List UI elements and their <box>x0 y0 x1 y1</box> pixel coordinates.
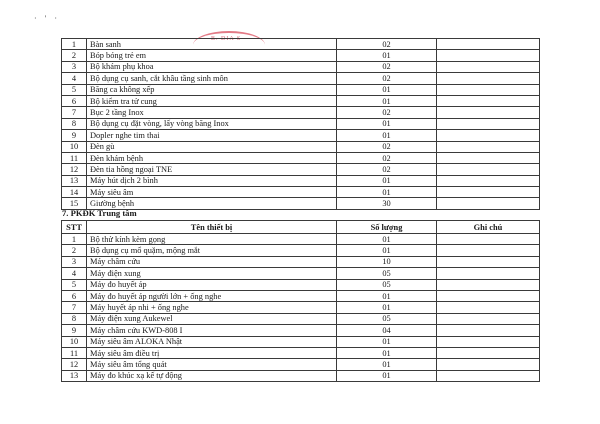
cell-name: Máy đo huyết áp <box>87 279 337 290</box>
cell-note <box>437 359 540 370</box>
cell-note <box>437 313 540 324</box>
cell-stt: 11 <box>62 152 87 163</box>
cell-stt: 10 <box>62 141 87 152</box>
cell-note <box>437 245 540 256</box>
cell-qty: 01 <box>337 370 437 381</box>
cell-note <box>437 84 540 95</box>
cell-stt: 12 <box>62 164 87 175</box>
table-row <box>62 141 540 152</box>
cell-stt: 7 <box>62 302 87 313</box>
scan-marks: · ′ · <box>34 14 61 23</box>
cell-stt: 2 <box>62 245 87 256</box>
cell-name: Đèn gù <box>87 141 337 152</box>
cell-name: Máy siêu âm ALOKA Nhật <box>87 336 337 347</box>
cell-note <box>437 336 540 347</box>
stamp-seal-text: B. DIA S <box>211 36 242 42</box>
cell-qty: 02 <box>337 152 437 163</box>
cell-stt: 5 <box>62 279 87 290</box>
cell-stt: 13 <box>62 370 87 381</box>
cell-name: Máy điện xung <box>87 268 337 279</box>
cell-qty: 02 <box>337 39 437 50</box>
cell-stt: 1 <box>62 234 87 245</box>
cell-note <box>437 130 540 141</box>
cell-name: Bộ khám phụ khoa <box>87 61 337 72</box>
cell-stt: 14 <box>62 187 87 198</box>
cell-qty: 10 <box>337 256 437 267</box>
cell-stt: 9 <box>62 325 87 336</box>
table-row <box>62 313 540 324</box>
cell-note <box>437 73 540 84</box>
cell-note <box>437 268 540 279</box>
table-row <box>62 279 540 290</box>
cell-qty: 01 <box>337 347 437 358</box>
cell-note <box>437 152 540 163</box>
table-row <box>62 245 540 256</box>
table-row <box>62 290 540 301</box>
table-row <box>62 84 540 95</box>
cell-note <box>437 95 540 106</box>
cell-name: Bộ kiểm tra tử cung <box>87 95 337 106</box>
cell-note <box>437 198 540 209</box>
cell-stt: 6 <box>62 290 87 301</box>
cell-stt: 10 <box>62 336 87 347</box>
cell-note <box>437 175 540 186</box>
cell-name: Máy đo khúc xạ kế tự động <box>87 370 337 381</box>
cell-name: Bóp bóng trẻ em <box>87 50 337 61</box>
cell-name: Máy hút dịch 2 bình <box>87 175 337 186</box>
cell-qty: 01 <box>337 290 437 301</box>
cell-note <box>437 187 540 198</box>
table-row <box>62 39 540 50</box>
cell-note <box>437 39 540 50</box>
cell-name: Máy châm cứu KWD-808 I <box>87 325 337 336</box>
table-row <box>62 370 540 381</box>
section-title: 7. PKĐK Trung tâm <box>62 208 137 218</box>
table-row <box>62 325 540 336</box>
cell-qty: 30 <box>337 198 437 209</box>
cell-stt: 9 <box>62 130 87 141</box>
table-row <box>62 107 540 118</box>
cell-stt: 8 <box>62 118 87 129</box>
cell-qty: 02 <box>337 164 437 175</box>
equipment-table-1 <box>61 38 540 210</box>
cell-stt: 3 <box>62 61 87 72</box>
table-row <box>62 61 540 72</box>
cell-stt: 12 <box>62 359 87 370</box>
cell-qty: 01 <box>337 302 437 313</box>
cell-qty: 04 <box>337 325 437 336</box>
cell-qty: 05 <box>337 268 437 279</box>
cell-name: Máy siêu âm điều trị <box>87 347 337 358</box>
cell-stt: 11 <box>62 347 87 358</box>
header-note: Ghi chú <box>437 221 540 234</box>
table-row <box>62 175 540 186</box>
cell-name: Máy huyết áp nhi + ống nghe <box>87 302 337 313</box>
cell-stt: 5 <box>62 84 87 95</box>
cell-name: Bàn sanh <box>87 39 337 50</box>
cell-name: Đèn khám bệnh <box>87 152 337 163</box>
cell-stt: 1 <box>62 39 87 50</box>
cell-qty: 02 <box>337 73 437 84</box>
cell-note <box>437 279 540 290</box>
cell-name: Máy siêu âm tổng quát <box>87 359 337 370</box>
table-row <box>62 256 540 267</box>
cell-qty: 02 <box>337 107 437 118</box>
table-row <box>62 336 540 347</box>
table-row <box>62 268 540 279</box>
header-name: Tên thiết bị <box>87 221 337 234</box>
table-row <box>62 302 540 313</box>
cell-note <box>437 118 540 129</box>
cell-note <box>437 302 540 313</box>
cell-name: Máy điện xung Aukewel <box>87 313 337 324</box>
cell-note <box>437 50 540 61</box>
cell-stt: 4 <box>62 73 87 84</box>
cell-name: Máy đo huyết áp người lớn + ống nghe <box>87 290 337 301</box>
cell-qty: 01 <box>337 95 437 106</box>
table-row <box>62 164 540 175</box>
cell-note <box>437 164 540 175</box>
cell-stt: 8 <box>62 313 87 324</box>
cell-qty: 01 <box>337 84 437 95</box>
table-row <box>62 347 540 358</box>
cell-qty: 02 <box>337 61 437 72</box>
table-row <box>62 50 540 61</box>
table-row <box>62 152 540 163</box>
cell-name: Dopler nghe tim thai <box>87 130 337 141</box>
cell-name: Đèn tia hồng ngoại TNE <box>87 164 337 175</box>
cell-name: Máy châm cứu <box>87 256 337 267</box>
cell-stt: 3 <box>62 256 87 267</box>
cell-qty: 01 <box>337 336 437 347</box>
cell-qty: 01 <box>337 118 437 129</box>
cell-qty: 05 <box>337 313 437 324</box>
cell-note <box>437 290 540 301</box>
cell-name: Giường bệnh <box>87 198 337 209</box>
cell-name: Bộ dụng cụ đặt vòng, lấy vòng băng Inox <box>87 118 337 129</box>
table-row <box>62 95 540 106</box>
cell-name: Băng ca không xếp <box>87 84 337 95</box>
table-row <box>62 234 540 245</box>
cell-note <box>437 370 540 381</box>
cell-qty: 01 <box>337 245 437 256</box>
cell-note <box>437 107 540 118</box>
cell-qty: 01 <box>337 187 437 198</box>
cell-name: Bục 2 tầng Inox <box>87 107 337 118</box>
cell-qty: 01 <box>337 130 437 141</box>
cell-stt: 6 <box>62 95 87 106</box>
cell-stt: 7 <box>62 107 87 118</box>
table-row <box>62 73 540 84</box>
cell-name: Bộ dụng cụ mổ quặm, mộng mắt <box>87 245 337 256</box>
cell-qty: 01 <box>337 234 437 245</box>
cell-stt: 13 <box>62 175 87 186</box>
cell-name: Bộ thử kính kèm gọng <box>87 234 337 245</box>
cell-name: Máy siêu âm <box>87 187 337 198</box>
cell-stt: 4 <box>62 268 87 279</box>
cell-stt: 2 <box>62 50 87 61</box>
table-row <box>62 187 540 198</box>
cell-note <box>437 347 540 358</box>
cell-qty: 02 <box>337 141 437 152</box>
table-row <box>62 359 540 370</box>
cell-note <box>437 234 540 245</box>
cell-stt: 15 <box>62 198 87 209</box>
cell-qty: 05 <box>337 279 437 290</box>
cell-note <box>437 256 540 267</box>
cell-qty: 01 <box>337 50 437 61</box>
cell-note <box>437 61 540 72</box>
cell-qty: 01 <box>337 359 437 370</box>
cell-name: Bộ dụng cụ sanh, cắt khâu tầng sinh môn <box>87 73 337 84</box>
header-stt: STT <box>62 221 87 234</box>
table-row <box>62 130 540 141</box>
cell-qty: 01 <box>337 175 437 186</box>
cell-note <box>437 141 540 152</box>
table-row <box>62 118 540 129</box>
equipment-table-2 <box>61 220 540 382</box>
header-qty: Số lượng <box>337 221 437 234</box>
cell-note <box>437 325 540 336</box>
table-header-row <box>62 221 540 234</box>
